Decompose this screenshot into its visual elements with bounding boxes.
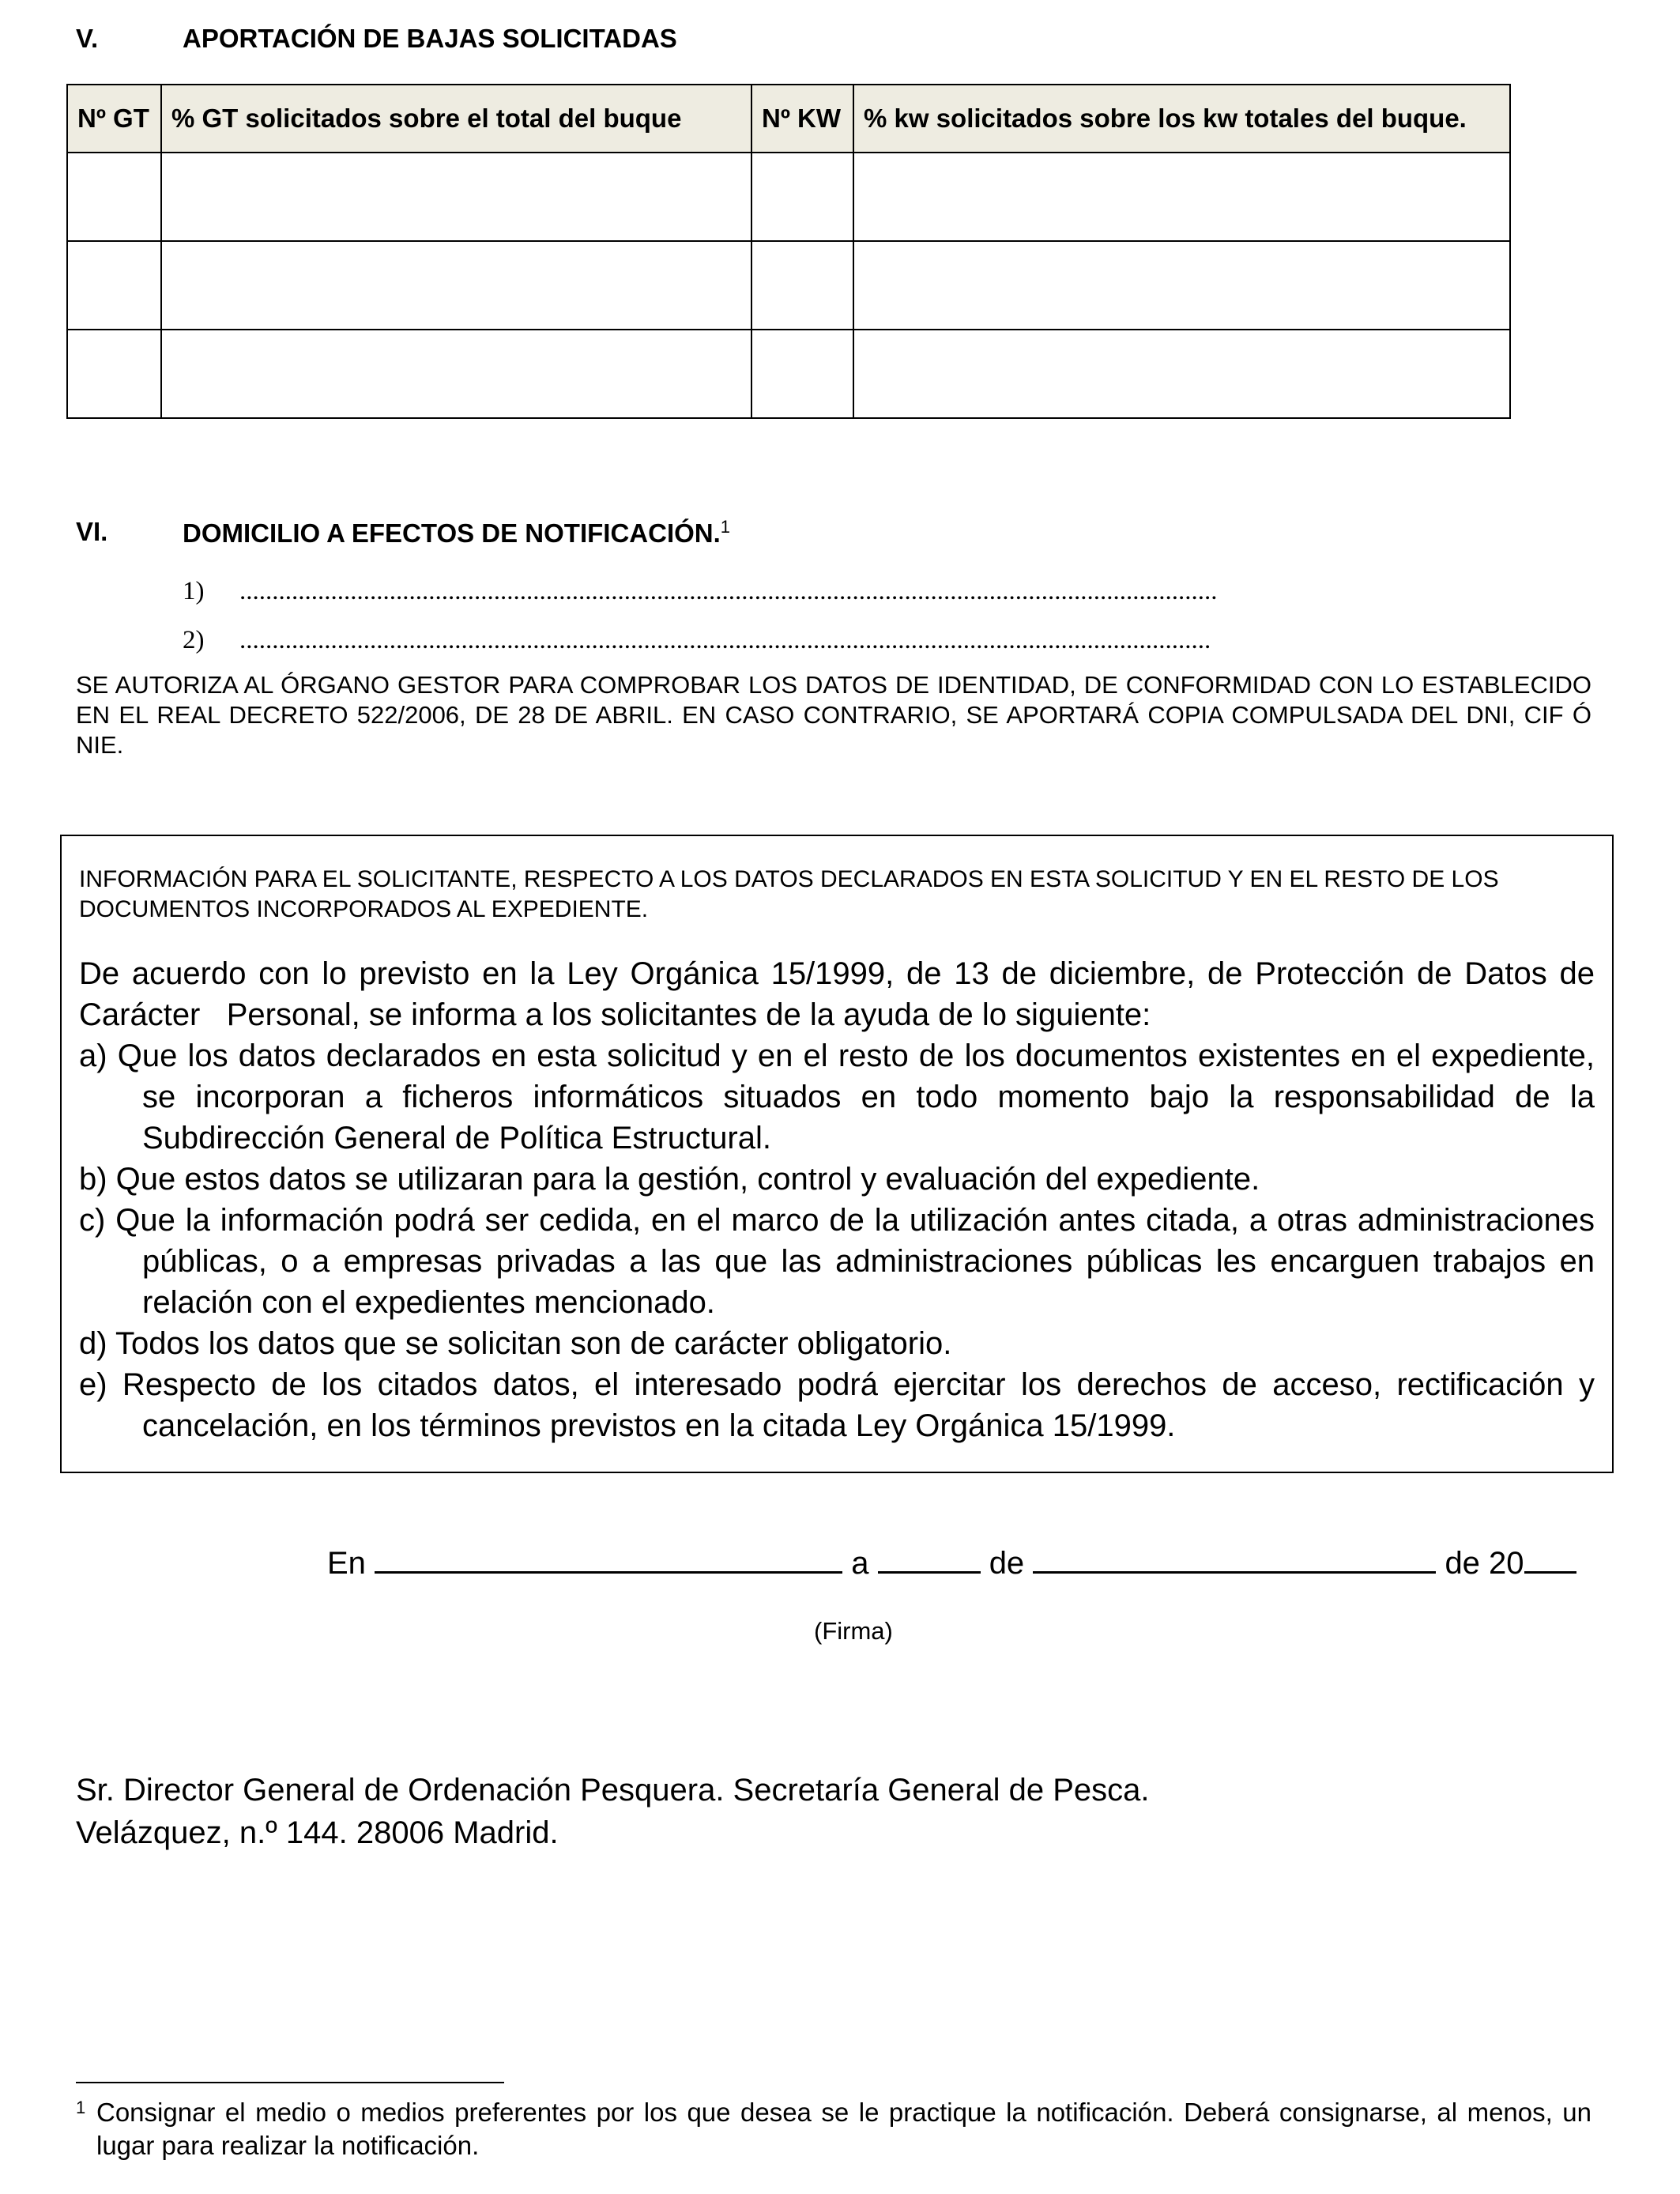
table-cell[interactable]	[853, 330, 1510, 418]
footnote-number: 1	[76, 2098, 86, 2117]
info-item-d: d) Todos los datos que se solicitan son de carácter obligatorio.	[79, 1326, 952, 1361]
info-item-c: c) Que la información podrá ser cedida, en el marco de la utilización antes citada, a otras administraciones públicas, o a empresas privadas a las que las administraciones públicas les encarguen trabajos en relación con el expedientes mencionado.	[79, 1203, 1595, 1320]
table-cell[interactable]	[67, 330, 161, 418]
table-cell[interactable]	[853, 153, 1510, 241]
table-row	[67, 153, 1510, 241]
day-blank[interactable]	[878, 1543, 981, 1574]
table-cell[interactable]	[161, 241, 751, 330]
section-6-title	[183, 517, 730, 548]
table-header-row	[67, 85, 1510, 153]
label-en: En	[327, 1546, 366, 1581]
footnote-ref: 1	[720, 517, 731, 537]
month-blank[interactable]	[1033, 1543, 1436, 1574]
signature-label: (Firma)	[814, 1617, 893, 1645]
address-line-label: 1)	[183, 577, 205, 605]
section-5-number: V.	[76, 24, 99, 53]
table-cell[interactable]	[751, 153, 853, 241]
bajas-table	[66, 84, 1511, 419]
info-box	[60, 835, 1614, 1473]
header-pct-gt: % GT solicitados sobre el total del buque	[161, 85, 751, 153]
table-cell[interactable]	[751, 241, 853, 330]
authorization-text: SE AUTORIZA AL ÓRGANO GESTOR PARA COMPROBAR LOS DATOS DE IDENTIDAD, DE CONFORMIDAD CON LO ESTABLECIDO EN EL REAL DECRETO 522/2006, DE 28 DE ABRIL. EN CASO CONTRARIO, SE APORTARÁ COPIA COMPULSADA DEL DNI, CIF Ó NIE.	[76, 671, 1591, 759]
label-de: de	[989, 1546, 1025, 1581]
footnote-divider	[76, 2082, 504, 2083]
address-line-label: 2)	[183, 626, 205, 654]
info-heading: INFORMACIÓN PARA EL SOLICITANTE, RESPECTO A LOS DATOS DECLARADOS EN ESTA SOLICITUD Y EN EL RESTO DE LOS DOCUMENTOS INCORPORADOS AL EXPEDIENTE.	[79, 866, 1499, 922]
date-place-line	[327, 1543, 1576, 1581]
info-intro: De acuerdo con lo previsto en la Ley Orgánica 15/1999, de 13 de diciembre, de Protección de Datos de Carácter Personal, se informa a los solicitantes de la ayuda de lo siguiente:	[79, 956, 1604, 1032]
footnote	[76, 2096, 1591, 2162]
table-cell[interactable]	[161, 330, 751, 418]
header-n-gt: Nº GT	[67, 85, 161, 153]
info-item-a: a) Que los datos declarados en esta solicitud y en el resto de los documentos existentes en el expediente, se incorporan a ficheros informáticos situados en todo momento bajo la responsabilidad de la Subdirección General de Política Estructural.	[79, 1039, 1595, 1155]
table-cell[interactable]	[161, 153, 751, 241]
section-6-title-text: DOMICILIO A EFECTOS DE NOTIFICACIÓN.	[183, 518, 721, 548]
table-row	[67, 241, 1510, 330]
section-6-number: VI.	[76, 517, 108, 546]
footnote-text: Consignar el medio o medios preferentes por los que desea se le practique la notificación. Deberá consignarse, al menos, un lugar para realizar la notificación.	[96, 2098, 1591, 2160]
year-blank[interactable]	[1524, 1543, 1576, 1574]
label-a: a	[851, 1546, 869, 1581]
header-n-kw: Nº KW	[751, 85, 853, 153]
addressee-line-2: Velázquez, n.º 144. 28006 Madrid.	[76, 1815, 559, 1850]
addressee-line-1: Sr. Director General de Ordenación Pesquera. Secretaría General de Pesca.	[76, 1773, 1150, 1808]
info-body	[79, 953, 1604, 1446]
address-line-2[interactable]	[183, 626, 1478, 655]
place-blank[interactable]	[375, 1543, 842, 1574]
table-cell[interactable]	[67, 153, 161, 241]
addressee	[76, 1769, 1150, 1854]
address-line-1[interactable]	[183, 577, 1478, 606]
info-item-b: b) Que estos datos se utilizaran para la gestión, control y evaluación del expediente.	[79, 1162, 1260, 1197]
info-item-e: e) Respecto de los citados datos, el interesado podrá ejercitar los derechos de acceso, rectificación y cancelación, en los términos previstos en la citada Ley Orgánica 15/1999.	[79, 1367, 1595, 1443]
label-de-year: de 20	[1445, 1546, 1524, 1581]
table-cell[interactable]	[67, 241, 161, 330]
table-cell[interactable]	[751, 330, 853, 418]
header-pct-kw: % kw solicitados sobre los kw totales del buque.	[853, 85, 1510, 153]
address-line-dots: ......................................................................................................................................................	[239, 577, 1218, 605]
table-cell[interactable]	[853, 241, 1510, 330]
address-line-dots: .....................................................................................................................................................	[239, 626, 1211, 654]
section-5-title: APORTACIÓN DE BAJAS SOLICITADAS	[183, 24, 677, 53]
table-row	[67, 330, 1510, 418]
